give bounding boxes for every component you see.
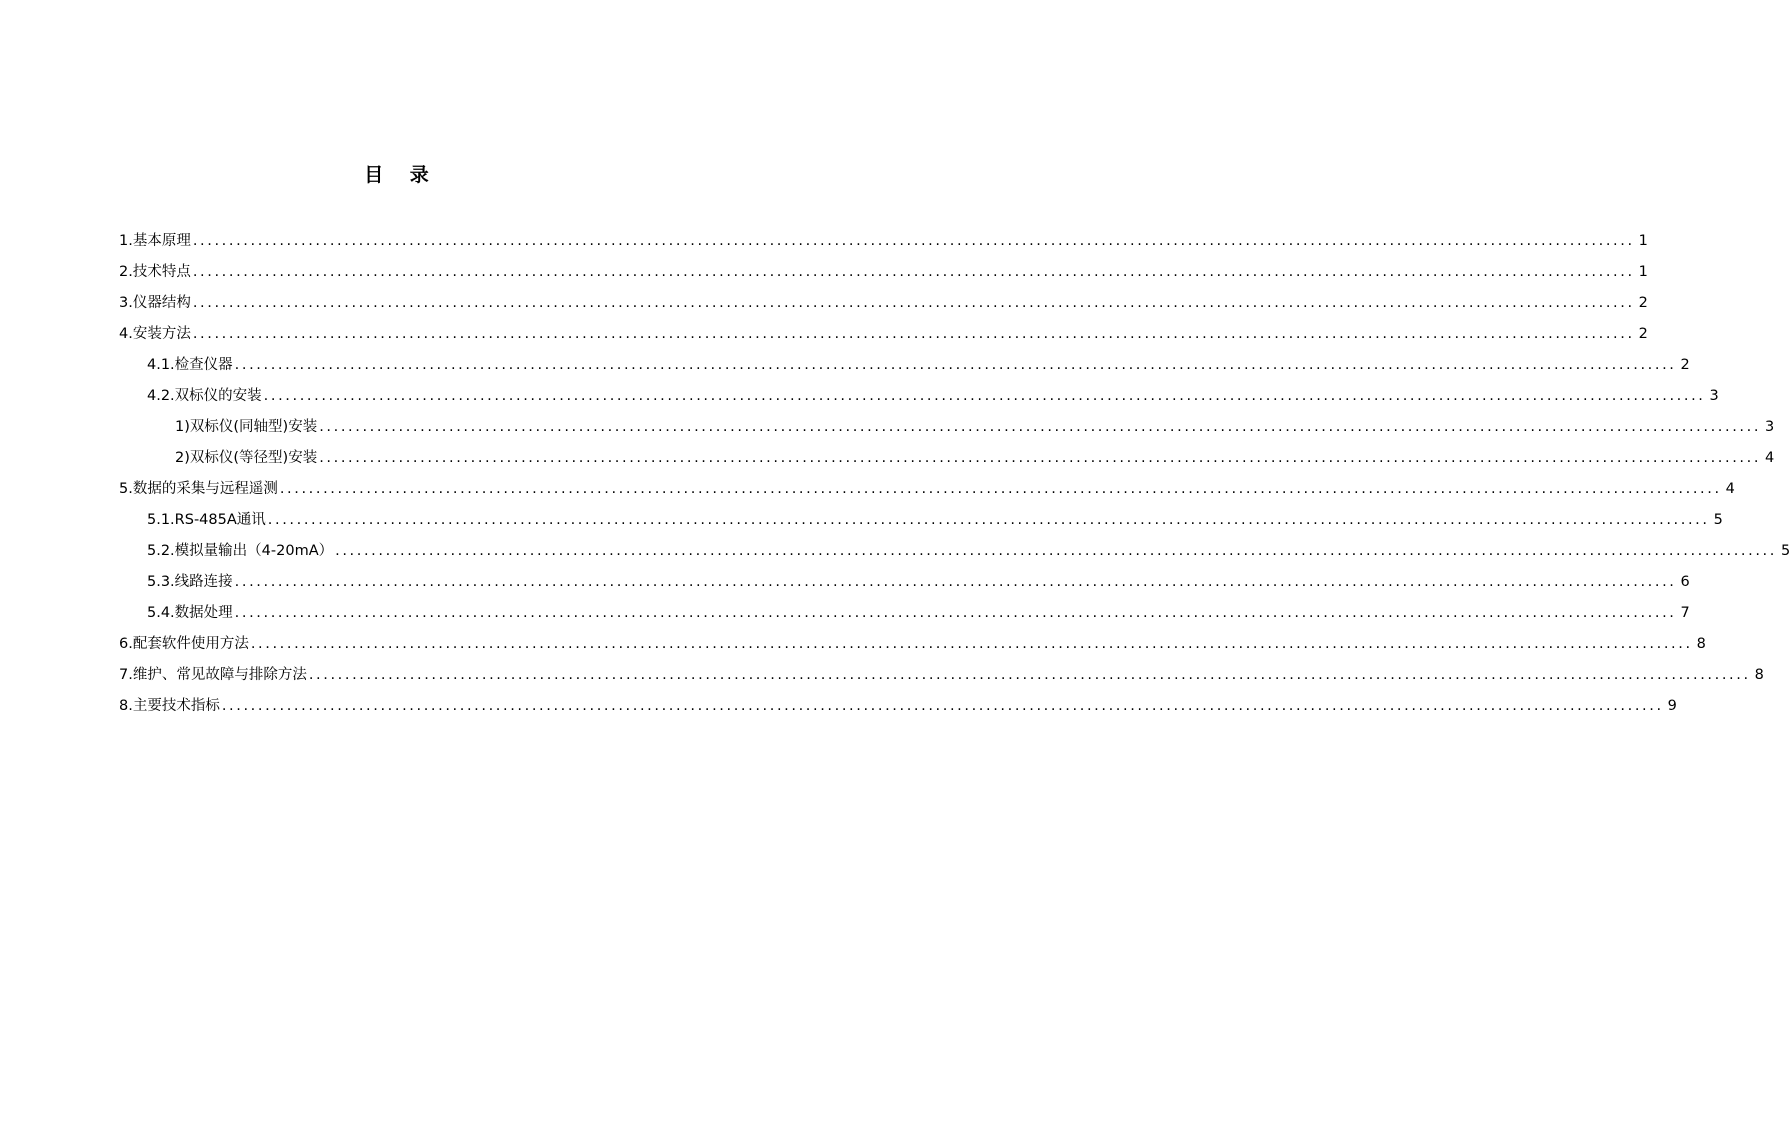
dot-leader: ........................................................................................................................................................................................................ bbox=[267, 512, 1710, 528]
toc-entry[interactable] bbox=[119, 629, 1706, 660]
toc-page-number: 1 bbox=[1638, 264, 1648, 280]
toc-label: 线路连接 bbox=[174, 574, 233, 590]
toc-entry[interactable] bbox=[119, 350, 1690, 381]
toc-entry[interactable] bbox=[119, 381, 1719, 412]
toc-page-number: 4 bbox=[1725, 481, 1735, 497]
toc-label: 基本原理 bbox=[132, 233, 191, 249]
toc-label: 维护、常见故障与排除方法 bbox=[132, 667, 307, 683]
dot-leader: ........................................................................................................................................................................................................ bbox=[234, 574, 1677, 590]
toc-label: 配套软件使用方法 bbox=[132, 636, 249, 652]
toc-entry[interactable] bbox=[119, 226, 1648, 257]
dot-leader: ........................................................................................................................................................................................................ bbox=[335, 543, 1777, 559]
toc-page-number: 3 bbox=[1765, 419, 1775, 435]
toc-number: 7. bbox=[119, 667, 133, 683]
dot-leader: ........................................................................................................................................................................................................ bbox=[308, 667, 1751, 683]
dot-leader: ........................................................................................................................................................................................................ bbox=[250, 636, 1693, 652]
toc-number: 2. bbox=[119, 264, 133, 280]
toc-entry[interactable] bbox=[119, 257, 1648, 288]
toc-page-number: 8 bbox=[1754, 667, 1764, 683]
toc-number: 1. bbox=[119, 233, 133, 249]
toc-entry[interactable] bbox=[119, 536, 1790, 567]
toc-entry[interactable] bbox=[119, 288, 1648, 319]
dot-leader: ........................................................................................................................................................................................................ bbox=[221, 698, 1664, 714]
dot-leader: ........................................................................................................................................................................................................ bbox=[319, 450, 1762, 466]
toc-number: 4.2. bbox=[147, 388, 175, 404]
toc-label: 安装方法 bbox=[132, 326, 191, 342]
toc-page-number: 9 bbox=[1667, 698, 1677, 714]
toc-page-number: 2 bbox=[1638, 326, 1648, 342]
toc-page-number: 5 bbox=[1713, 512, 1723, 528]
toc-entry[interactable] bbox=[119, 474, 1735, 505]
toc-entry[interactable] bbox=[119, 443, 1775, 474]
toc-entry[interactable] bbox=[119, 505, 1723, 536]
toc-page-number: 5 bbox=[1780, 543, 1790, 559]
toc-number: 3. bbox=[119, 295, 133, 311]
dot-leader: ........................................................................................................................................................................................................ bbox=[263, 388, 1706, 404]
toc-number: 8. bbox=[119, 698, 133, 714]
toc-label: 技术特点 bbox=[132, 264, 191, 280]
toc-page-number: 7 bbox=[1680, 605, 1690, 621]
toc-entry[interactable] bbox=[119, 660, 1764, 691]
toc-number: 5.3. bbox=[147, 574, 175, 590]
dot-leader: ........................................................................................................................................................................................................ bbox=[234, 605, 1677, 621]
toc-label: 双标仪(同轴型)安装 bbox=[189, 419, 318, 435]
toc-number: 4. bbox=[119, 326, 133, 342]
toc-label: 数据的采集与远程遥测 bbox=[132, 481, 278, 497]
toc-label: 双标仪(等径型)安装 bbox=[189, 450, 318, 466]
toc-number: 2) bbox=[175, 450, 190, 466]
dot-leader: ........................................................................................................................................................................................................ bbox=[192, 326, 1635, 342]
toc-page-number: 3 bbox=[1709, 388, 1719, 404]
toc-entry[interactable] bbox=[119, 598, 1690, 629]
dot-leader: ........................................................................................................................................................................................................ bbox=[319, 419, 1762, 435]
table-of-contents bbox=[119, 226, 1790, 722]
dot-leader: ........................................................................................................................................................................................................ bbox=[279, 481, 1722, 497]
dot-leader: ........................................................................................................................................................................................................ bbox=[192, 295, 1635, 311]
dot-leader: ........................................................................................................................................................................................................ bbox=[192, 264, 1635, 280]
toc-entry[interactable] bbox=[119, 412, 1775, 443]
toc-number: 5.4. bbox=[147, 605, 175, 621]
toc-page-number: 2 bbox=[1680, 357, 1690, 373]
toc-number: 4.1. bbox=[147, 357, 175, 373]
dot-leader: ........................................................................................................................................................................................................ bbox=[192, 233, 1635, 249]
toc-number: 5.2. bbox=[147, 543, 175, 559]
toc-number: 6. bbox=[119, 636, 133, 652]
toc-entry[interactable] bbox=[119, 567, 1690, 598]
toc-label: 模拟量输出（4-20mA） bbox=[174, 543, 334, 559]
toc-entry[interactable] bbox=[119, 319, 1648, 350]
toc-label: 数据处理 bbox=[174, 605, 233, 621]
toc-label: 检查仪器 bbox=[174, 357, 233, 373]
dot-leader: ........................................................................................................................................................................................................ bbox=[234, 357, 1677, 373]
toc-page-number: 2 bbox=[1638, 295, 1648, 311]
toc-entry[interactable] bbox=[119, 691, 1677, 722]
toc-page-number: 1 bbox=[1638, 233, 1648, 249]
toc-number: 1) bbox=[175, 419, 190, 435]
toc-page-number: 8 bbox=[1696, 636, 1706, 652]
toc-label: 主要技术指标 bbox=[132, 698, 220, 714]
page-title: 目 录 bbox=[364, 164, 429, 186]
toc-label: RS-485A通讯 bbox=[174, 512, 266, 528]
toc-number: 5. bbox=[119, 481, 133, 497]
toc-number: 5.1. bbox=[147, 512, 175, 528]
toc-page-number: 4 bbox=[1765, 450, 1775, 466]
toc-label: 双标仪的安装 bbox=[174, 388, 262, 404]
toc-page-number: 6 bbox=[1680, 574, 1690, 590]
toc-label: 仪器结构 bbox=[132, 295, 191, 311]
